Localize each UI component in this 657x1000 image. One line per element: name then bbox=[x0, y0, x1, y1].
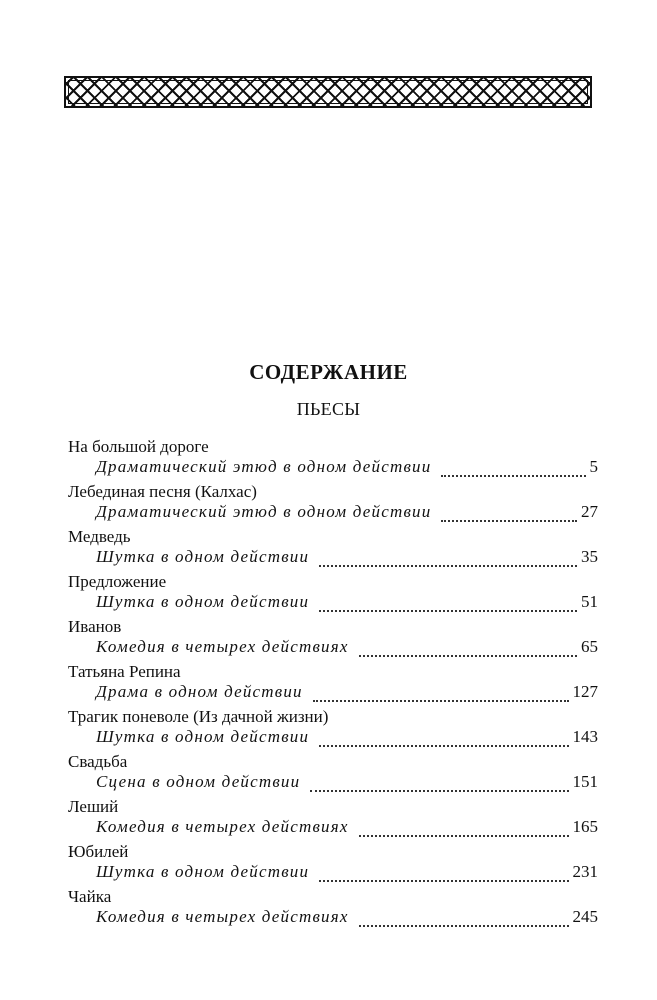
dot-leader bbox=[313, 696, 569, 702]
toc-entry bbox=[68, 841, 598, 886]
toc-entry bbox=[68, 661, 598, 706]
dot-leader bbox=[319, 741, 568, 747]
toc-entry bbox=[68, 481, 598, 526]
work-title: Леший bbox=[68, 797, 119, 816]
toc-entry bbox=[68, 526, 598, 571]
toc-entry bbox=[68, 571, 598, 616]
dot-leader bbox=[359, 921, 569, 927]
work-subtitle: Шутка в одном действии bbox=[96, 862, 310, 881]
page-number: 165 bbox=[572, 817, 598, 836]
work-subtitle: Шутка в одном действии bbox=[96, 727, 310, 746]
page-number: 5 bbox=[589, 457, 598, 476]
decorative-border-ornament bbox=[64, 76, 592, 108]
work-title: На большой дороге bbox=[68, 437, 209, 456]
page-title: СОДЕРЖАНИЕ bbox=[249, 360, 408, 384]
dot-leader bbox=[319, 561, 577, 567]
page-number: 35 bbox=[581, 547, 598, 566]
page-number: 27 bbox=[581, 502, 598, 521]
work-subtitle: Драма в одном действии bbox=[96, 682, 303, 701]
page-number: 151 bbox=[572, 772, 598, 791]
work-subtitle: Комедия в четырех действиях bbox=[96, 817, 349, 836]
section-heading: ПЬЕСЫ bbox=[296, 399, 361, 419]
page-number: 127 bbox=[572, 682, 598, 701]
work-subtitle: Драматический этюд в одном действии bbox=[96, 457, 432, 476]
page-number: 143 bbox=[572, 727, 598, 746]
dot-leader bbox=[441, 471, 585, 477]
work-subtitle: Драматический этюд в одном действии bbox=[96, 502, 432, 521]
work-subtitle: Комедия в четырех действиях bbox=[96, 907, 349, 926]
work-title: Татьяна Репина bbox=[68, 662, 181, 681]
page-number: 245 bbox=[572, 907, 598, 926]
toc-entry bbox=[68, 706, 598, 751]
dot-leader bbox=[441, 516, 577, 522]
page-number: 65 bbox=[581, 637, 598, 656]
work-title: Медведь bbox=[68, 527, 131, 546]
dot-leader bbox=[319, 606, 577, 612]
toc-entry bbox=[68, 436, 598, 481]
work-title: Юбилей bbox=[68, 842, 129, 861]
table-of-contents bbox=[68, 436, 598, 931]
work-title: Трагик поневоле (Из дачной жизни) bbox=[68, 707, 329, 726]
page-number: 231 bbox=[572, 862, 598, 881]
work-title: Лебединая песня (Калхас) bbox=[68, 482, 257, 501]
toc-entry bbox=[68, 796, 598, 841]
work-title: Иванов bbox=[68, 617, 122, 636]
toc-entry bbox=[68, 751, 598, 796]
page-number: 51 bbox=[581, 592, 598, 611]
dot-leader bbox=[359, 651, 577, 657]
work-subtitle: Сцена в одном действии bbox=[96, 772, 301, 791]
work-title: Предложение bbox=[68, 572, 167, 591]
dot-leader bbox=[359, 831, 569, 837]
work-title: Свадьба bbox=[68, 752, 128, 771]
work-title: Чайка bbox=[68, 887, 112, 906]
toc-entry bbox=[68, 616, 598, 661]
work-subtitle: Шутка в одном действии bbox=[96, 592, 310, 611]
toc-entry bbox=[68, 886, 598, 931]
work-subtitle: Шутка в одном действии bbox=[96, 547, 310, 566]
work-subtitle: Комедия в четырех действиях bbox=[96, 637, 349, 656]
dot-leader bbox=[319, 876, 568, 882]
dot-leader bbox=[310, 786, 568, 792]
